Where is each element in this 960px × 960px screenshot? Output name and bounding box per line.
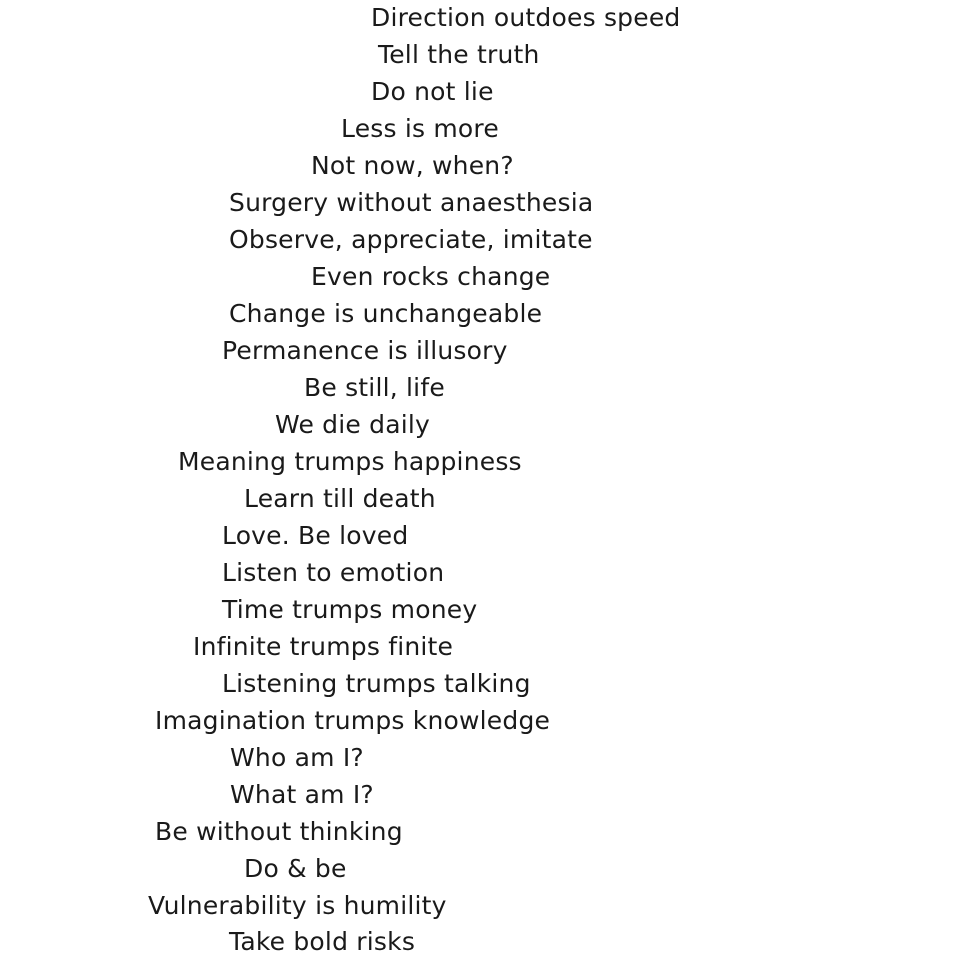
poem-line: Surgery without anaesthesia <box>229 188 594 217</box>
poem-line: Less is more <box>341 114 499 143</box>
poem-line: Infinite trumps finite <box>193 632 454 661</box>
poem-line: Take bold risks <box>229 927 416 956</box>
poem-line: Tell the truth <box>378 40 540 69</box>
poem-line: Not now, when? <box>311 151 514 180</box>
poem-line: Even rocks change <box>311 262 551 291</box>
poem-line: Time trumps money <box>222 595 478 624</box>
poem-line: Meaning trumps happiness <box>178 447 522 476</box>
poem-line: Listen to emotion <box>222 558 445 587</box>
poem-line: Permanence is illusory <box>222 336 508 365</box>
poem-line: Direction outdoes speed <box>371 3 681 32</box>
poem-line: Do not lie <box>371 77 494 106</box>
poem-line: What am I? <box>230 780 374 809</box>
poem-line: Observe, appreciate, imitate <box>229 225 593 254</box>
poem-line: We die daily <box>275 410 431 439</box>
poem-line: Love. Be loved <box>222 521 409 550</box>
poem-line: Learn till death <box>244 484 436 513</box>
poem-line: Listening trumps talking <box>222 669 531 698</box>
poem-line: Be still, life <box>304 373 445 402</box>
poem-line: Vulnerability is humility <box>148 891 447 920</box>
poem-line: Be without thinking <box>155 817 403 846</box>
poem-line: Who am I? <box>230 743 364 772</box>
poem-line: Do & be <box>244 854 347 883</box>
poem-line: Imagination trumps knowledge <box>155 706 551 735</box>
poem-line: Change is unchangeable <box>229 299 543 328</box>
